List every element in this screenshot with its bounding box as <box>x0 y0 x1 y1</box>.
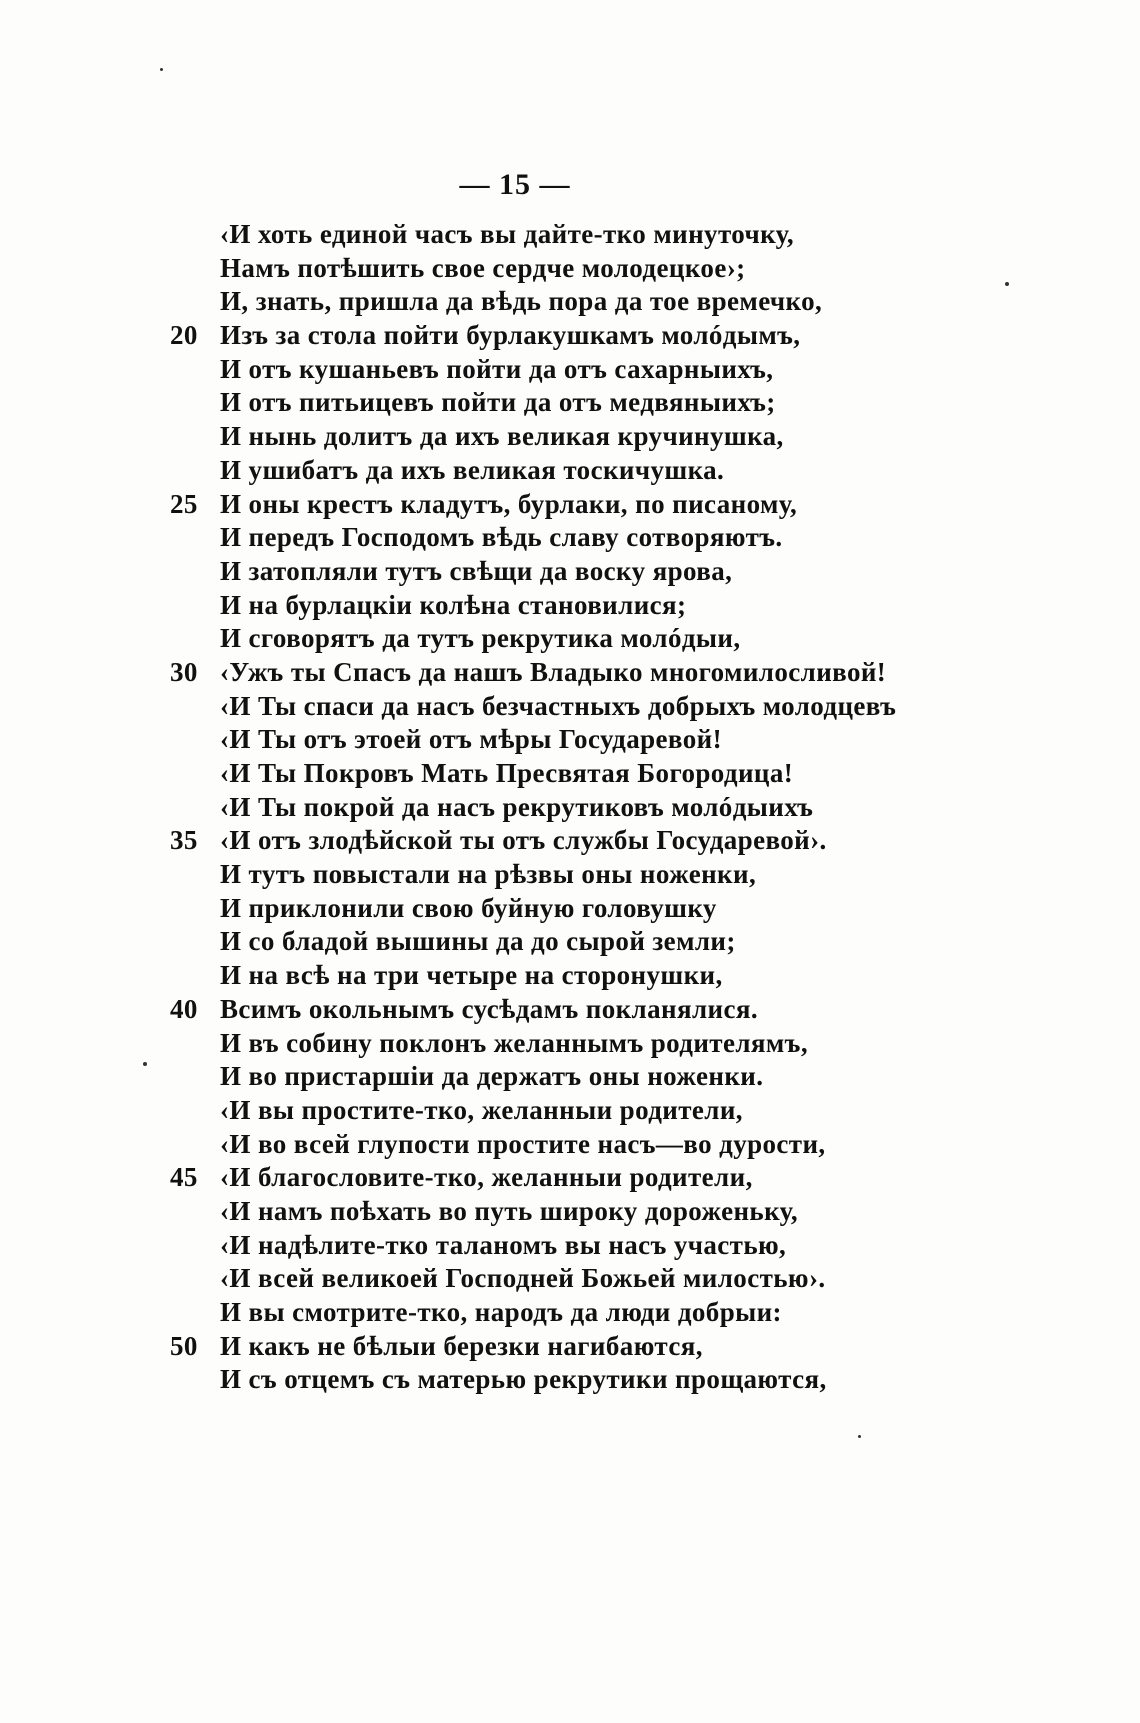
line-text: ‹Ужъ ты Спасъ да нашъ Владыко многомилосливой! <box>220 656 887 687</box>
poem-line <box>170 454 1070 488</box>
poem-text <box>170 218 1070 1397</box>
line-text: ‹И хоть единой часъ вы дайте-тко минуточку, <box>220 219 794 249</box>
line-text: И, знать, пришла да вѣдь пора да тое времечко, <box>220 286 823 317</box>
print-speck <box>160 68 163 71</box>
poem-line <box>170 1330 1070 1364</box>
line-text: И на бурлацкіи колѣна становилися; <box>220 589 687 620</box>
poem-line <box>170 892 1070 926</box>
line-text: ‹И благословите-тко, желанныи родители, <box>220 1162 753 1193</box>
poem-line <box>170 622 1070 656</box>
line-text: И съ отцемъ съ матерью рекрутики прощаются, <box>220 1364 827 1395</box>
poem-line <box>170 690 1070 724</box>
poem-line <box>170 791 1070 825</box>
print-speck <box>143 1062 147 1066</box>
line-text: Намъ потѣшить свое сердче молодецкое›; <box>220 252 746 283</box>
poem-line <box>170 420 1070 454</box>
poem-line <box>170 1094 1070 1128</box>
poem-line <box>170 723 1070 757</box>
poem-line <box>170 1060 1070 1094</box>
line-number: 45 <box>170 1162 198 1193</box>
poem-line <box>170 925 1070 959</box>
poem-line <box>170 386 1070 420</box>
poem-line <box>170 858 1070 892</box>
line-number: 40 <box>170 993 198 1024</box>
poem-line <box>170 1161 1070 1195</box>
line-text: ‹И всей великоей Господней Божьей милостью›. <box>220 1263 826 1294</box>
poem-line <box>170 959 1070 993</box>
poem-line <box>170 1195 1070 1229</box>
line-number: 50 <box>170 1330 198 1361</box>
line-number: 30 <box>170 656 198 687</box>
line-text: ‹И Ты Покровъ Мать Пресвятая Богородица! <box>220 758 794 788</box>
poem-line <box>170 252 1070 286</box>
line-text: И отъ питьицевъ пойти да отъ медвяныихъ; <box>220 387 776 418</box>
line-text: И во пристаршіи да держатъ оны ноженки. <box>220 1061 764 1092</box>
line-text: И со бладой вышины да до сырой земли; <box>220 926 736 957</box>
poem-line <box>170 218 1070 252</box>
line-text: И на всѣ на три четыре на сторонушки, <box>220 960 723 991</box>
line-text: И оны крестъ кладутъ, бурлаки, по писаному, <box>220 488 798 519</box>
poem-line <box>170 824 1070 858</box>
poem-line <box>170 285 1070 319</box>
line-number: 20 <box>170 320 198 351</box>
line-number: 25 <box>170 488 198 519</box>
line-text: И приклонили свою буйную головушку <box>220 892 717 923</box>
line-text: И вы смотрите-тко, народъ да люди добрыи: <box>220 1297 782 1327</box>
line-number: 35 <box>170 825 198 856</box>
poem-line <box>170 993 1070 1027</box>
poem-line <box>170 1363 1070 1397</box>
poem-line <box>170 1128 1070 1162</box>
poem-line <box>170 589 1070 623</box>
page-number: — 15 — <box>459 168 571 201</box>
line-text: ‹И Ты спаси да насъ безчастныхъ добрыхъ молодцевъ <box>220 690 897 721</box>
line-text: И въ собину поклонъ желаннымъ родителямъ, <box>220 1027 808 1058</box>
print-speck <box>1005 282 1009 286</box>
line-text: И передъ Господомъ вѣдь славу сотворяютъ. <box>220 522 783 553</box>
poem-line <box>170 1027 1070 1061</box>
line-text: Всимъ окольнымъ сусѣдамъ покланялися. <box>220 993 759 1024</box>
line-text: Изъ за стола пойти бурлакушкамъ молóдымъ, <box>220 320 801 351</box>
poem-line <box>170 656 1070 690</box>
line-text: ‹И отъ злодѣйской ты отъ службы Государевой›. <box>220 825 827 856</box>
poem-line <box>170 319 1070 353</box>
line-text: И нынь долитъ да ихъ великая кручинушка, <box>220 421 784 452</box>
line-text: ‹И намъ поѣхать во путь широку дороженьку, <box>220 1195 799 1226</box>
poem-line <box>170 1262 1070 1296</box>
line-text: ‹И Ты покрой да насъ рекрутиковъ молóдыихъ <box>220 791 814 822</box>
line-text: ‹И во всей глупости простите насъ—во дурости, <box>220 1128 826 1159</box>
line-text: И затопляли тутъ свѣщи да воску ярова, <box>220 555 733 586</box>
poem-line <box>170 353 1070 387</box>
line-text: ‹И Ты отъ этоей отъ мѣры Государевой! <box>220 724 722 755</box>
line-text: И тутъ повыстали на рѣзвы оны ноженки, <box>220 859 757 890</box>
poem-line <box>170 521 1070 555</box>
poem-line <box>170 488 1070 522</box>
poem-line <box>170 555 1070 589</box>
line-text: ‹И надѣлите-тко таланомъ вы насъ участью, <box>220 1229 787 1260</box>
line-text: ‹И вы простите-тко, желанныи родители, <box>220 1094 743 1125</box>
poem-line <box>170 757 1070 791</box>
line-text: И отъ кушаньевъ пойти да отъ сахарныихъ, <box>220 353 774 384</box>
line-text: И сговорятъ да тутъ рекрутика молóдыи, <box>220 623 741 654</box>
line-text: И какъ не бѣлыи березки нагибаются, <box>220 1330 703 1361</box>
print-speck <box>858 1435 861 1438</box>
line-text: И ушибатъ да ихъ великая тоскичушка. <box>220 454 725 485</box>
poem-line <box>170 1296 1070 1330</box>
poem-line <box>170 1229 1070 1263</box>
